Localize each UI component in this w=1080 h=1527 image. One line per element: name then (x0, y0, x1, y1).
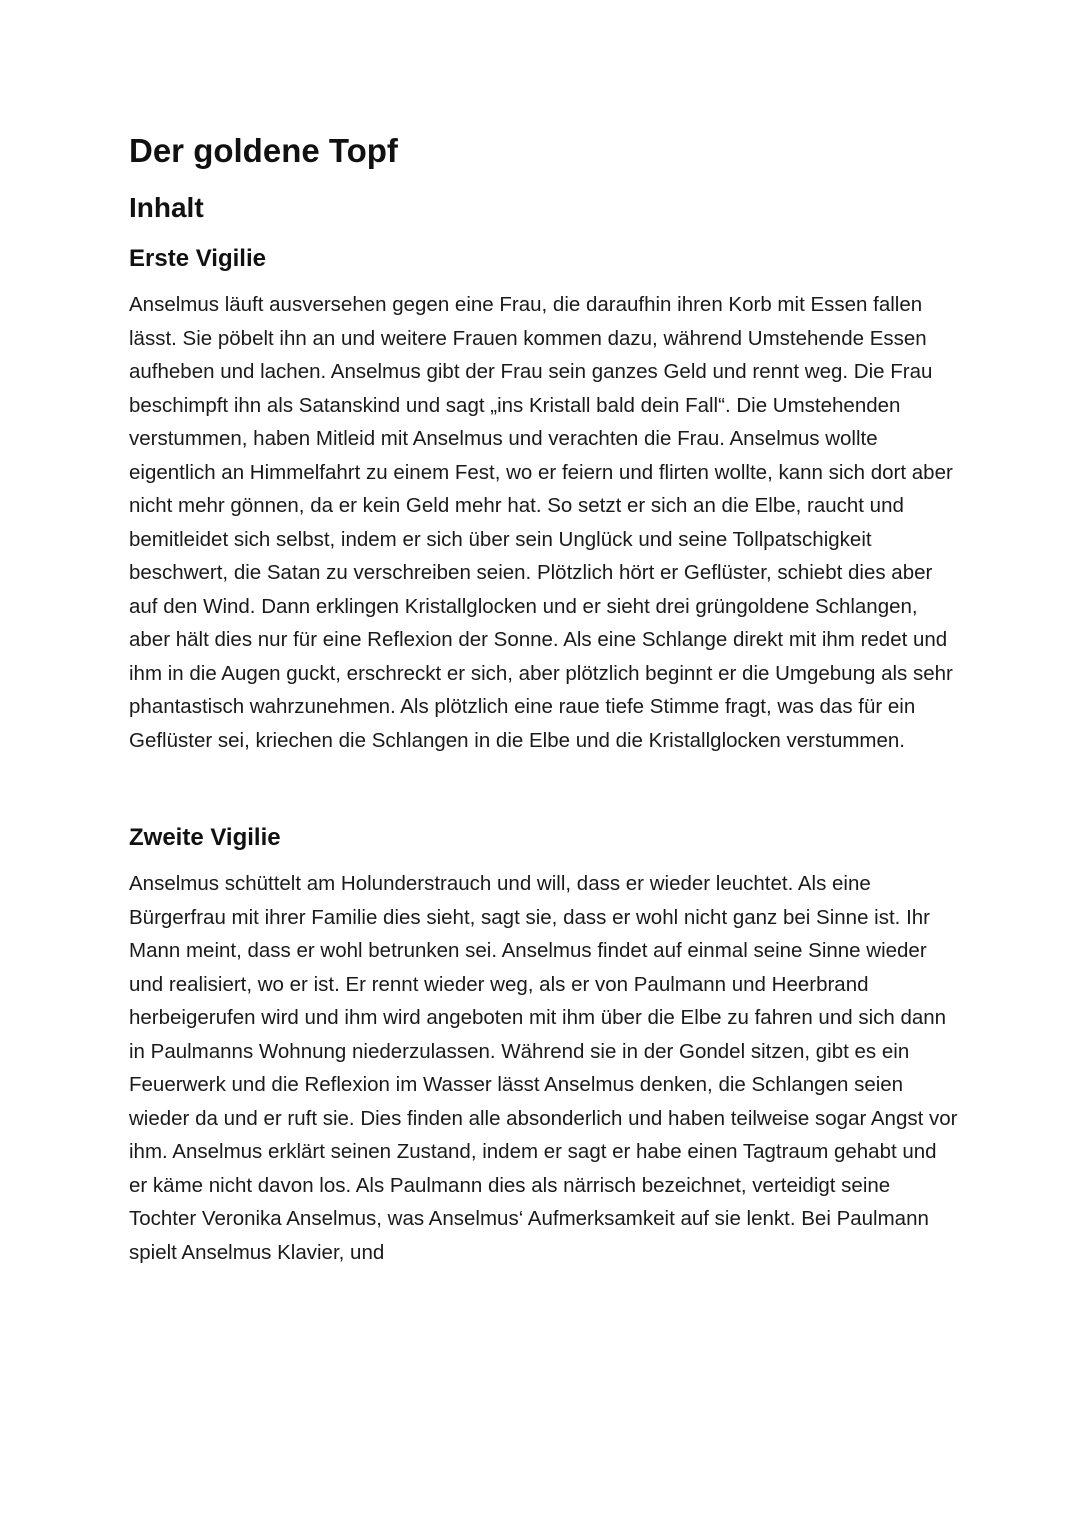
chapter-paragraph: Anselmus läuft ausversehen gegen eine Frau, die daraufhin ihren Korb mit Essen fallen lässt. Sie pöbelt ihn an und weitere Frauen kommen dazu, während Umstehende Essen aufheben und lachen. Anselmus gibt der Frau sein ganzes Geld und rennt weg. Die Frau beschimpft ihn als Satanskind und sagt „ins Kristall bald dein Fall“. Die Umstehenden verstummen, haben Mitleid mit Anselmus und verachten die Frau. Anselmus wollte eigentlich an Himmelfahrt zu einem Fest, wo er feiern und flirten wollte, kann sich dort aber nicht mehr gönnen, da er kein Geld mehr hat. So setzt er sich an die Elbe, raucht und bemitleidet sich selbst, indem er sich über sein Unglück und seine Tollpatschigkeit beschwert, die Satan zu verschreiben seien. Plötzlich hört er Geflüster, schiebt dies aber auf den Wind. Dann erklingen Kristallglocken und er sieht drei grüngoldene Schlangen, aber hält dies nur für eine Reflexion der Sonne. Als eine Schlange direkt mit ihm redet und ihm in die Augen guckt, erschreckt er sich, aber plötzlich beginnt er die Umgebung als sehr phantastisch wahrzunehmen. Als plötzlich eine raue tiefe Stimme fragt, was das für ein Geflüster sei, kriechen die Schlangen in die Elbe und die Kristallglocken verstummen. (129, 293, 953, 752)
document-title: Der goldene Topf (129, 132, 398, 169)
chapter-heading: Zweite Vigilie (129, 824, 281, 851)
chapter-zweite-vigilie (129, 821, 959, 1269)
chapter-heading: Erste Vigilie (129, 245, 266, 272)
section-heading-inhalt: Inhalt (129, 192, 204, 223)
chapter-erste-vigilie (129, 242, 959, 757)
chapter-paragraph: Anselmus schüttelt am Holunderstrauch und will, dass er wieder leuchtet. Als eine Bürgerfrau mit ihrer Familie dies sieht, sagt sie, dass er wohl nicht ganz bei Sinne ist. Ihr Mann meint, dass er wohl betrunken sei. Anselmus findet auf einmal seine Sinne wieder und realisiert, wo er ist. Er rennt wieder weg, als er von Paulmann und Heerbrand herbeigerufen wird und ihm wird angeboten mit ihm über die Elbe zu fahren und sich dann in Paulmanns Wohnung niederzulassen. Während sie in der Gondel sitzen, gibt es ein Feuerwerk und die Reflexion im Wasser lässt Anselmus denken, die Schlangen seien wieder da und er ruft sie. Dies finden alle absonderlich und haben teilweise sogar Angst vor ihm. Anselmus erklärt seinen Zustand, indem er sagt er habe einen Tagtraum gehabt und er käme nicht davon los. Als Paulmann dies als närrisch bezeichnet, verteidigt seine Tochter Veronika Anselmus, was Anselmus‘ Aufmerksamkeit auf sie lenkt. Bei Paulmann spielt Anselmus Klavier, und (129, 872, 958, 1264)
document-page (129, 128, 959, 1333)
